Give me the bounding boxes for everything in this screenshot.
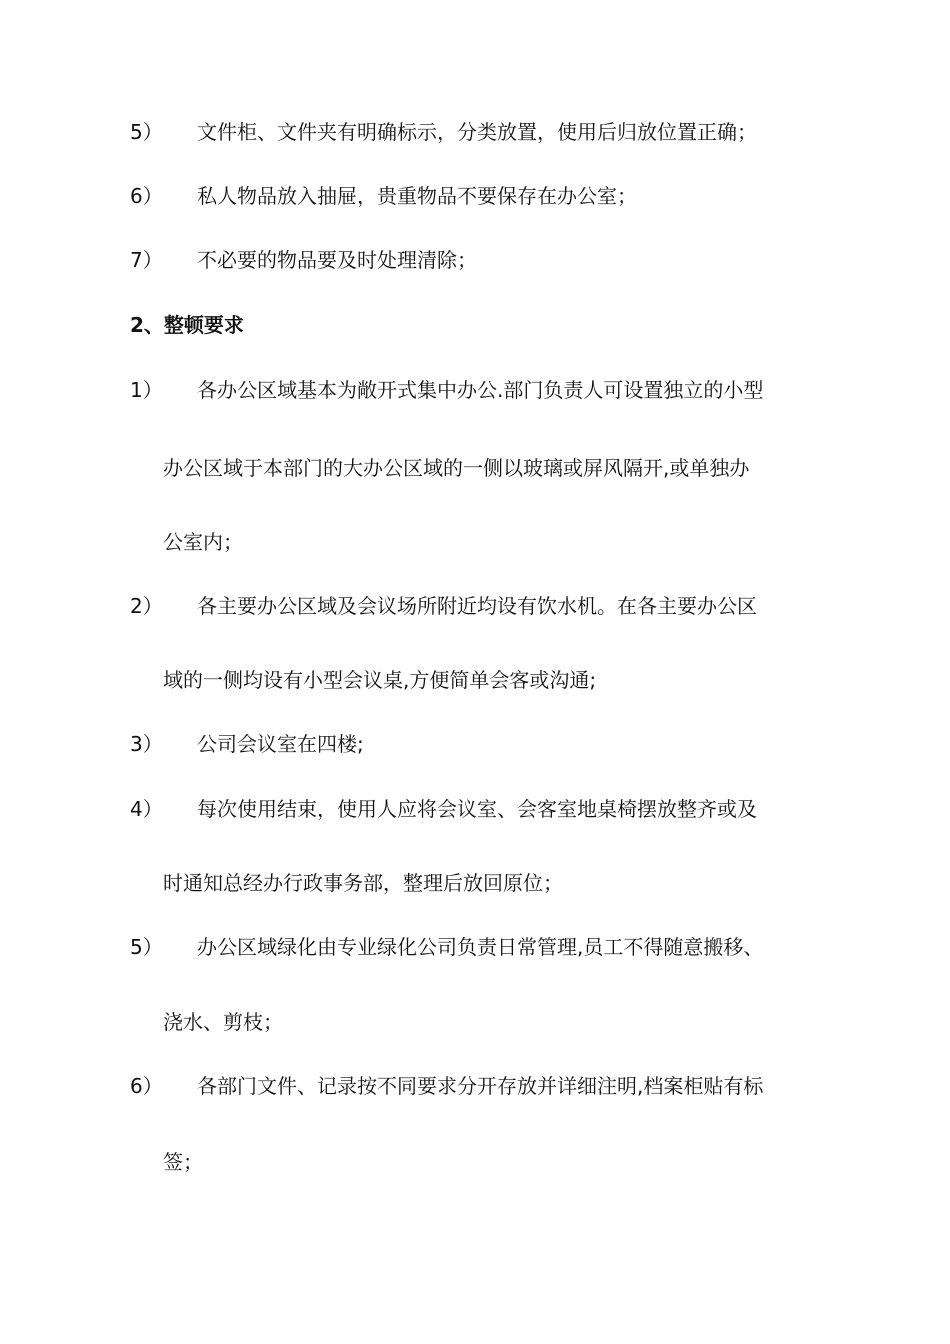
item-text-line: 公室内； <box>163 530 243 554</box>
item-number: 1） <box>130 378 163 402</box>
section-heading: 2、整顿要求 <box>130 313 244 337</box>
item-text: 私人物品放入抽屉，贵重物品不要保存在办公室； <box>197 184 637 208</box>
item-text-line: 每次使用结束，使用人应将会议室、会客室地桌椅摆放整齐或及 <box>197 797 757 821</box>
item-number: 6） <box>130 1074 163 1098</box>
item-number: 7） <box>130 248 163 272</box>
item-text-line: 办公区域于本部门的大办公区域的一侧以玻璃或屏风隔开,或单独办 <box>163 456 750 480</box>
item-number: 6） <box>130 184 163 208</box>
item-text-line: 办公区域绿化由专业绿化公司负责日常管理,员工不得随意搬移、 <box>197 935 764 959</box>
item-number: 4） <box>130 797 163 821</box>
item-number: 3） <box>130 732 163 756</box>
item-text-line: 各办公区域基本为敞开式集中办公.部门负责人可设置独立的小型 <box>197 378 764 402</box>
item-text: 不必要的物品要及时处理清除； <box>197 248 477 272</box>
item-number: 2） <box>130 594 163 618</box>
item-text-line: 签； <box>163 1150 203 1174</box>
item-number: 5） <box>130 120 163 144</box>
item-text-line: 浇水、剪枝； <box>163 1010 283 1034</box>
item-text-line: 时通知总经办行政事务部，整理后放回原位； <box>163 871 563 895</box>
item-text-line: 域的一侧均设有小型会议桌,方便简单会客或沟通; <box>163 668 597 692</box>
item-text-line: 各主要办公区域及会议场所附近均设有饮水机。在各主要办公区 <box>197 594 757 618</box>
item-text: 文件柜、文件夹有明确标示，分类放置，使用后归放位置正确； <box>197 120 757 144</box>
item-text-line: 各部门文件、记录按不同要求分开存放并详细注明,档案柜贴有标 <box>197 1074 764 1098</box>
item-number: 5） <box>130 935 163 959</box>
item-text-line: 公司会议室在四楼; <box>197 732 364 756</box>
